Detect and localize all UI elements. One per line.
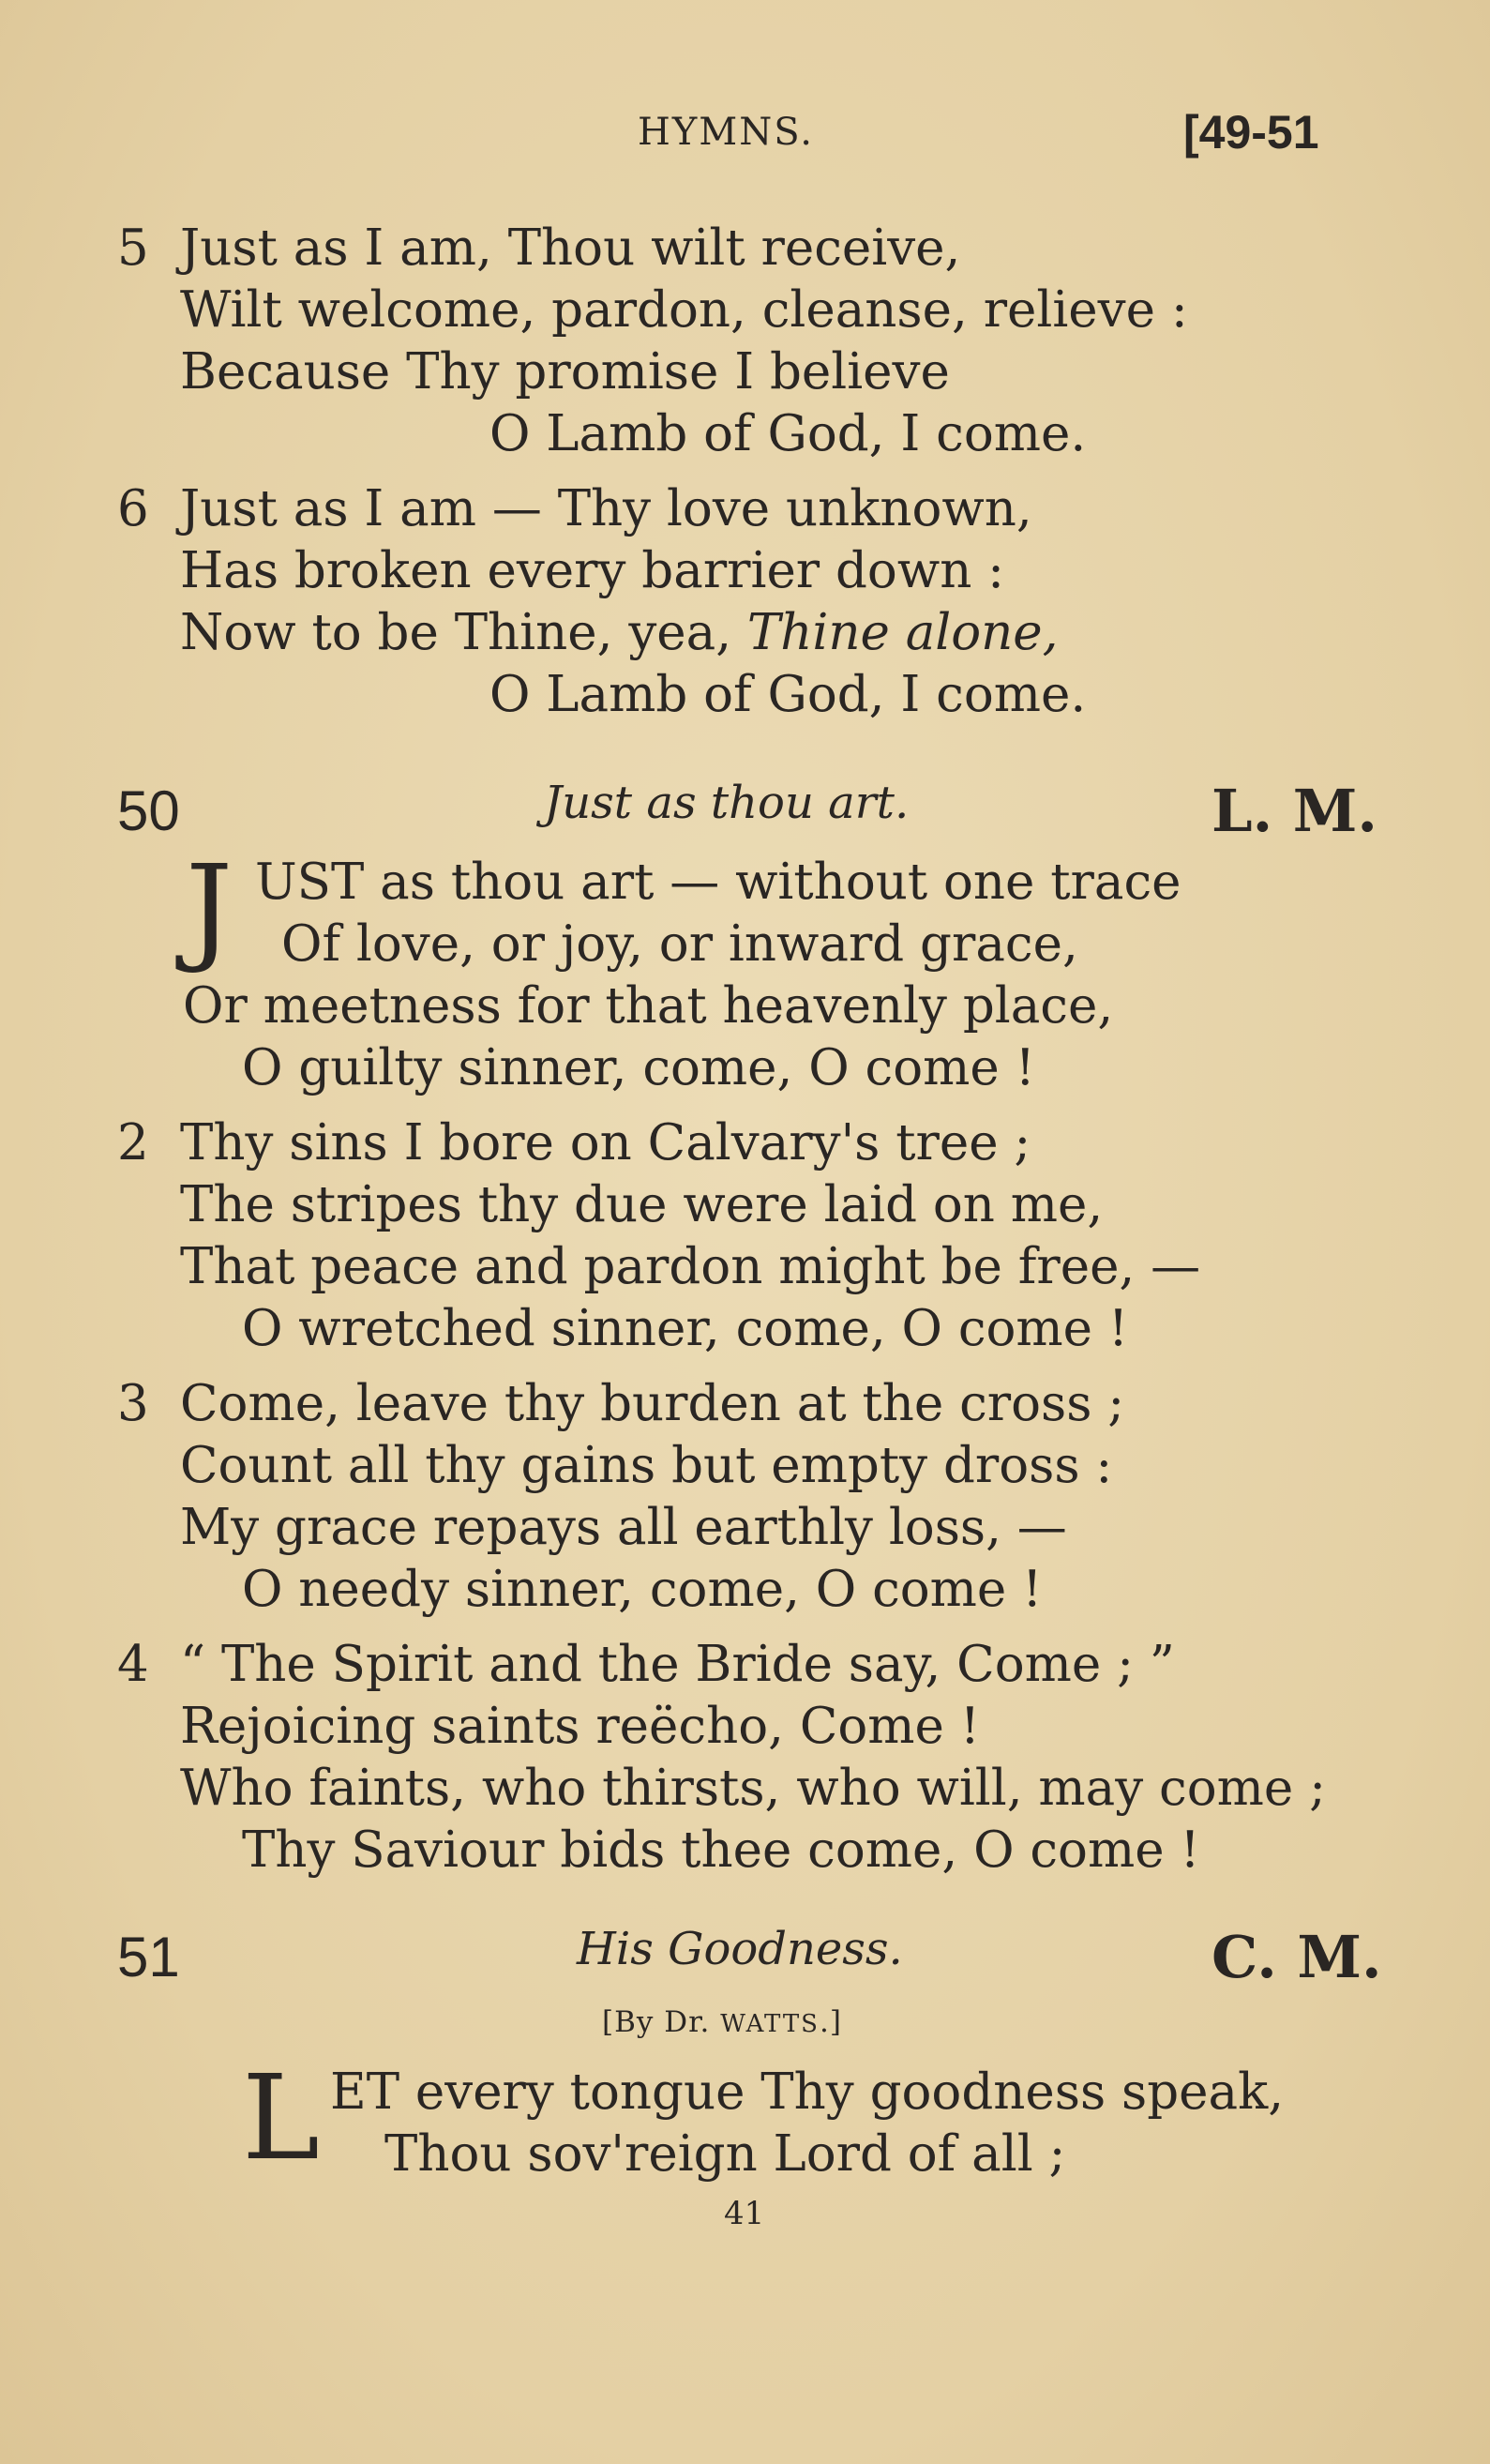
- verse-line: Thou sov'reign Lord of all ;: [384, 2125, 1066, 2183]
- stanza-number: 4: [117, 1636, 149, 1693]
- hymn-title: His Goodness.: [577, 1923, 903, 1975]
- attribution-prefix: [By Dr.: [602, 2005, 721, 2039]
- verse-line: Or meetness for that heavenly place,: [183, 977, 1114, 1035]
- verse-line: Of love, or joy, or inward grace,: [281, 915, 1078, 973]
- stanza-number: 2: [117, 1114, 149, 1172]
- verse-line-plain: Now to be Thine, yea,: [180, 604, 747, 661]
- verse-line: Because Thy promise I believe: [180, 343, 950, 401]
- running-header-hymn-range: [49-51: [1183, 106, 1319, 159]
- verse-line: O wretched sinner, come, O come !: [242, 1300, 1129, 1357]
- hymn-number: 50: [117, 779, 180, 842]
- verse-line: O needy sinner, come, O come !: [242, 1561, 1043, 1618]
- verse-line: O guilty sinner, come, O come !: [242, 1039, 1035, 1096]
- verse-line: Just as I am — Thy love unknown,: [180, 480, 1032, 537]
- verse-refrain-line: O Lamb of God, I come.: [489, 666, 1087, 723]
- verse-line: My grace repays all earthly loss, —: [180, 1499, 1067, 1556]
- attribution-author: WATTS: [720, 2010, 820, 2038]
- hymn-title: Just as thou art.: [544, 777, 910, 829]
- verse-line: Come, leave thy burden at the cross ;: [180, 1375, 1125, 1432]
- verse-line: That peace and pardon might be free, —: [180, 1238, 1201, 1295]
- stanza-number: 6: [117, 480, 149, 537]
- verse-line: Rejoicing saints reëcho, Come !: [180, 1698, 981, 1755]
- stanza-number: 3: [117, 1375, 149, 1432]
- verse-line: “ The Spirit and the Bride say, Come ; ”: [180, 1636, 1175, 1693]
- verse-line: UST as thou art — without one trace: [255, 854, 1181, 911]
- verse-line-italic: Thine alone,: [746, 604, 1059, 661]
- verse-line: Count all thy gains but empty dross :: [180, 1437, 1113, 1494]
- verse-line: Thy Saviour bids thee come, O come !: [242, 1822, 1200, 1879]
- drop-cap: L: [242, 2050, 321, 2186]
- drop-cap: J: [186, 840, 233, 976]
- verse-line: Thy sins I bore on Calvary's tree ;: [180, 1114, 1031, 1172]
- hymn-meter: C. M.: [1212, 1923, 1382, 1991]
- attribution-suffix: .]: [819, 2005, 842, 2039]
- verse-line: Has broken every barrier down :: [180, 542, 1005, 599]
- verse-line: ET every tongue Thy goodness speak,: [330, 2063, 1285, 2121]
- running-header-title: HYMNS.: [638, 111, 814, 154]
- verse-line: [180, 604, 1059, 661]
- hymn-attribution: [602, 2005, 842, 2039]
- hymn-number: 51: [117, 1926, 180, 1988]
- stanza-number: 5: [117, 219, 149, 277]
- hymn-meter: L. M.: [1212, 777, 1377, 845]
- verse-line: Wilt welcome, pardon, cleanse, relieve :: [180, 281, 1188, 339]
- verse-line: Just as I am, Thou wilt receive,: [180, 219, 961, 277]
- page-number: 41: [724, 2195, 765, 2232]
- verse-line: Who faints, who thirsts, who will, may come ;: [180, 1760, 1326, 1817]
- verse-line: The stripes thy due were laid on me,: [180, 1176, 1104, 1233]
- verse-refrain-line: O Lamb of God, I come.: [489, 405, 1087, 462]
